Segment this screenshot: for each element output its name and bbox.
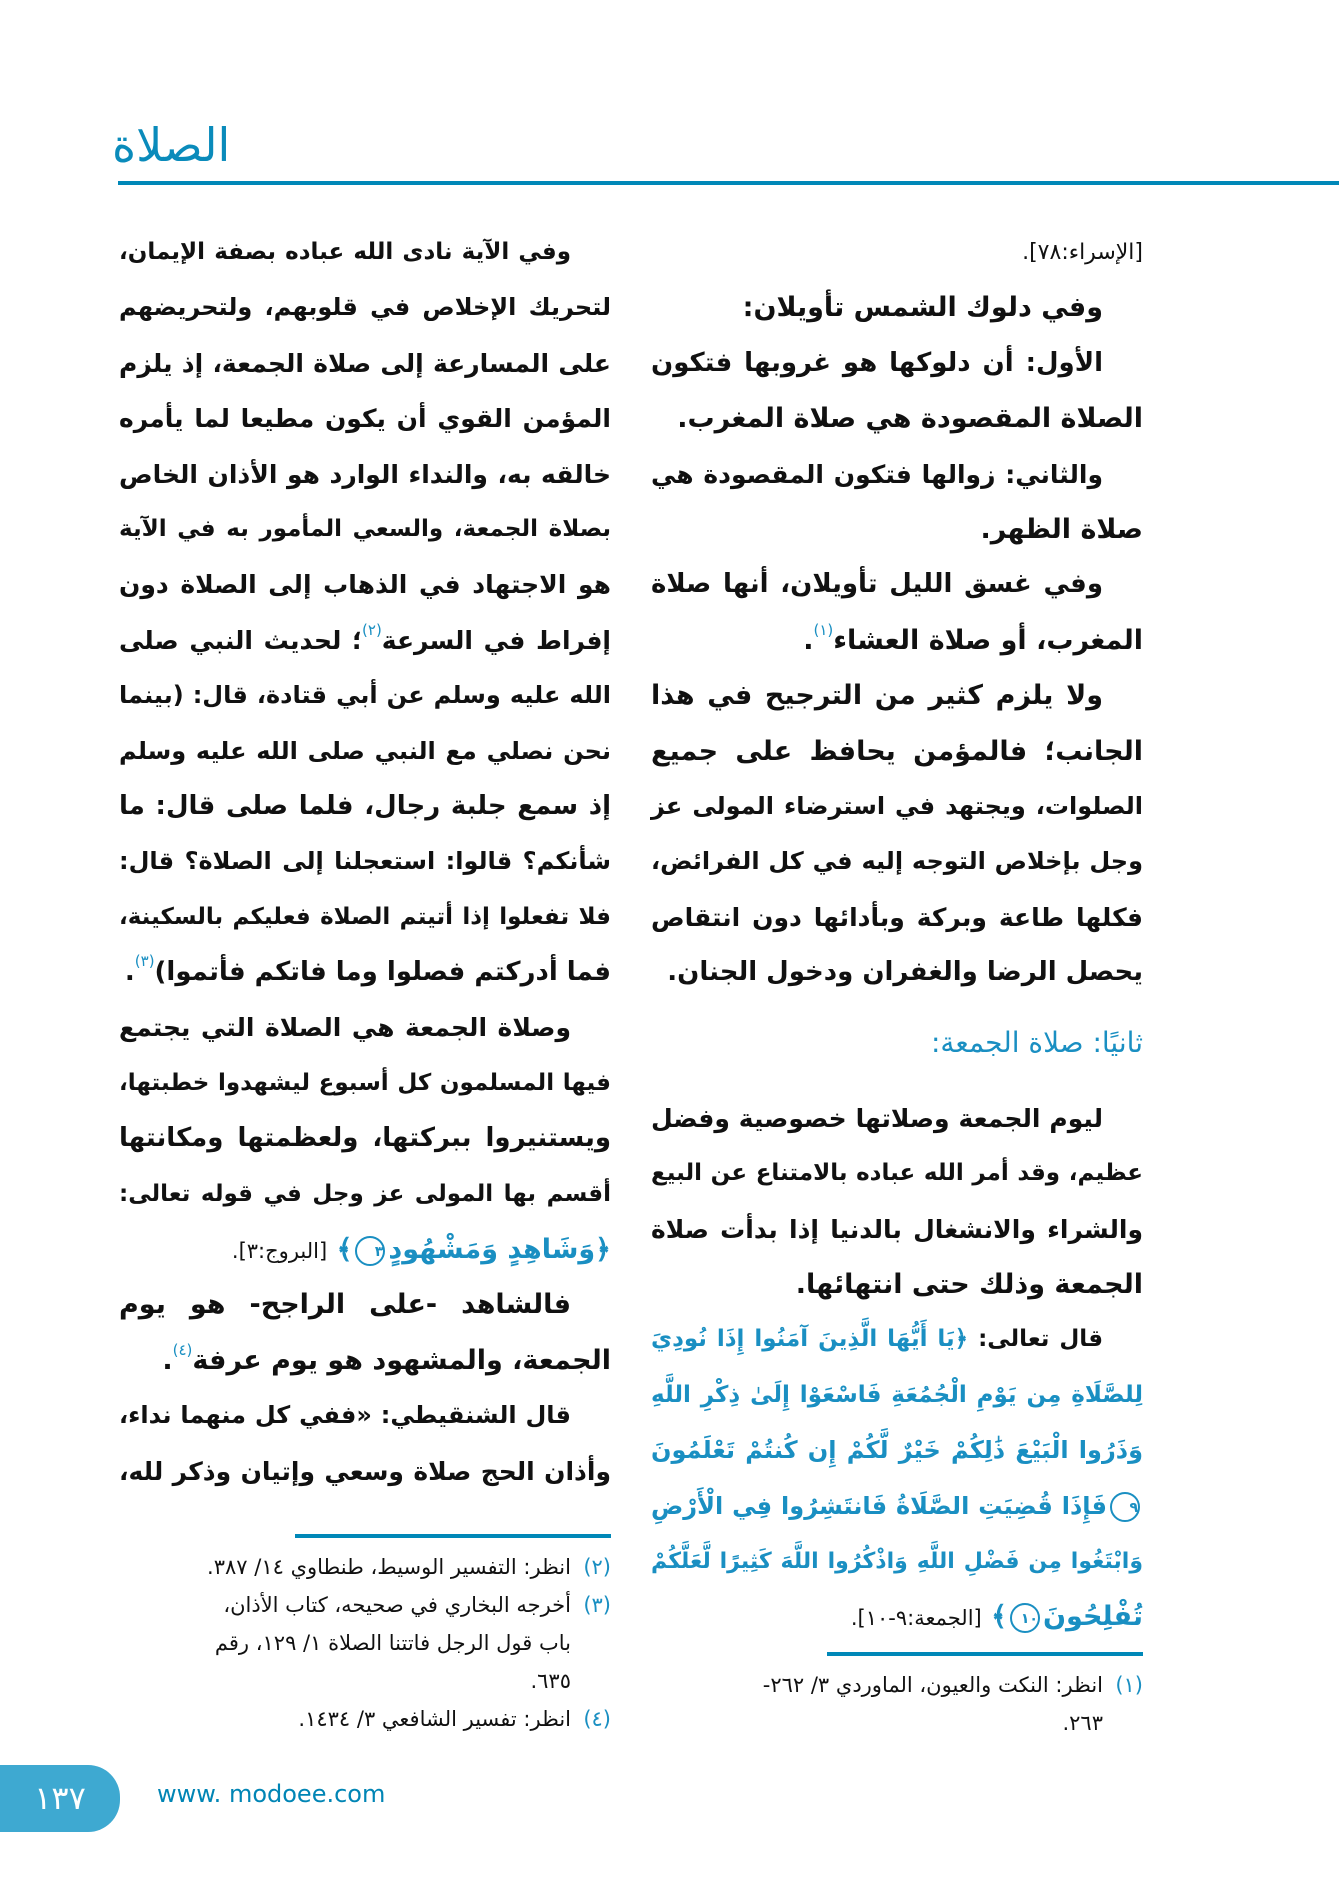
ayah-number-marker: ٣ <box>355 1236 385 1266</box>
footnote-text: باب قول الرجل فاتتنا الصلاة ١/ ١٢٩، رقم <box>214 1631 571 1655</box>
text-line <box>651 447 1143 502</box>
text-line <box>651 391 1143 446</box>
text-span: وفي غسق الليل تأويلان، أنها صلاة <box>651 569 1103 600</box>
footnote-text: ٦٣٥. <box>530 1669 571 1693</box>
text-span: لتحريك الإخلاص في قلوبهم، ولتحريضهم <box>119 293 611 322</box>
quran-text: ﴾ <box>327 1234 353 1266</box>
text-line <box>119 1277 611 1332</box>
text-line <box>651 1368 1143 1423</box>
text-line <box>119 1000 611 1055</box>
left-column <box>119 225 611 1499</box>
chapter-title: الصلاة <box>112 118 231 172</box>
text-line <box>651 1202 1143 1257</box>
footnote-text: انظر: النكت والعيون، الماوردي ٣/ ٢٦٢- <box>762 1673 1103 1697</box>
text-span: [الإسراء:٧٨]. <box>1022 240 1143 265</box>
text-span: هو الاجتهاد في الذهاب إلى الصلاة دون <box>119 570 611 600</box>
text-span: ولا يلزم كثير من الترجيح في هذا <box>651 680 1103 712</box>
ayah-number-marker: ١٠ <box>1010 1603 1040 1633</box>
text-line <box>119 1388 611 1443</box>
text-span: صلاة الظهر. <box>980 513 1143 545</box>
footnote-line <box>651 1704 1143 1742</box>
text-span: الصلوات، ويجتهد في استرضاء المولى عز <box>651 791 1143 820</box>
text-line <box>119 391 611 446</box>
quran-text: وَابْتَغُوا مِن فَضْلِ اللَّهِ وَاذْكُرُوا اللَّهَ كَثِيرًا لَّعَلَّكُمْ <box>651 1548 1143 1574</box>
text-line <box>651 1479 1143 1534</box>
text-span: فالشاهد -على الراجح- هو يوم <box>119 1289 571 1321</box>
text-span: قال تعالى: <box>968 1326 1104 1353</box>
text-span: بصلاة الجمعة، والسعي المأمور به في الآية <box>119 515 611 542</box>
page-number: ١٣٧ <box>0 1765 120 1832</box>
text-span: شأنكم؟ قالوا: استعجلنا إلى الصلاة؟ قال: <box>119 847 611 876</box>
text-span: المؤمن القوي أن يكون مطيعا لما يأمره <box>119 404 611 434</box>
footnote-text: انظر: تفسير الشافعي ٣/ ١٤٣٤. <box>298 1707 571 1731</box>
text-span: فكلها طاعة وبركة وبأدائها دون انتقاص <box>651 902 1143 932</box>
text-span: فلا تفعلوا إذا أتيتم الصلاة فعليكم بالسكينة، <box>119 903 611 930</box>
text-line <box>119 779 611 834</box>
text-line <box>119 945 611 1000</box>
text-line <box>651 834 1143 889</box>
footnote-text: أخرجه البخاري في صحيحه، كتاب الأذان، <box>223 1593 571 1617</box>
text-line <box>651 779 1143 834</box>
footnote-number: (٤) <box>583 1707 611 1731</box>
ayah-number-marker: ٩ <box>1110 1492 1140 1522</box>
text-span: . <box>803 624 814 656</box>
text-line <box>651 502 1143 557</box>
text-line <box>119 1056 611 1111</box>
right-body-2 <box>651 1091 1143 1645</box>
text-line <box>651 557 1143 612</box>
text-line <box>119 1111 611 1166</box>
footnote-separator-left <box>295 1534 611 1538</box>
text-line <box>119 668 611 723</box>
footnote-number: (٢) <box>583 1555 611 1579</box>
text-line <box>651 1146 1143 1201</box>
text-line <box>119 557 611 612</box>
quran-text: وَذَرُوا الْبَيْعَ ذَٰلِكُمْ خَيْرٌ لَّكُمْ إِن كُنتُمْ تَعْلَمُونَ <box>651 1436 1143 1465</box>
footnote-text: انظر: التفسير الوسيط، طنطاوي ١٤/ ٣٨٧. <box>207 1555 571 1579</box>
quran-text: فَإِذَا قُضِيَتِ الصَّلَاةُ فَانتَشِرُوا فِي الْأَرْضِ <box>651 1491 1107 1520</box>
text-span: أقسم بها المولى عز وجل في قوله تعالى: <box>119 1180 611 1207</box>
text-line <box>651 225 1143 280</box>
text-line <box>119 1444 611 1499</box>
text-span: وصلاة الجمعة هي الصلاة التي يجتمع <box>119 1013 571 1043</box>
text-span: وأذان الحج صلاة وسعي وإتيان وذكر لله، <box>119 1456 611 1486</box>
text-line <box>651 890 1143 945</box>
text-line <box>119 447 611 502</box>
left-body <box>119 225 611 1499</box>
text-span: ويستنيروا ببركتها، ولعظمتها ومكانتها <box>119 1123 611 1154</box>
footnote-line <box>119 1624 611 1662</box>
text-line <box>119 280 611 335</box>
text-span: الجمعة وذلك حتى انتهائها. <box>795 1269 1143 1301</box>
footnote-line <box>651 1666 1143 1704</box>
text-line <box>651 1312 1143 1367</box>
text-line <box>119 225 611 280</box>
text-span: والشراء والانشغال بالدنيا إذا بدأت صلاة <box>651 1214 1143 1244</box>
text-span: . <box>124 957 135 988</box>
right-column <box>651 225 1143 1645</box>
text-line <box>651 724 1143 779</box>
text-line <box>119 1333 611 1388</box>
footnote-ref[interactable]: (٤) <box>172 1340 193 1359</box>
text-span: . <box>162 1344 173 1376</box>
text-span: قال الشنقيطي: «ففي كل منهما نداء، <box>119 1401 571 1430</box>
footnote-line <box>119 1662 611 1700</box>
footnotes-left <box>119 1548 611 1738</box>
text-span: يحصل الرضا والغفران ودخول الجنان. <box>667 957 1143 988</box>
text-line <box>119 890 611 945</box>
text-span: الجانب؛ فالمؤمن يحافظ على جميع <box>651 735 1143 767</box>
text-line <box>651 280 1143 335</box>
text-line <box>651 1257 1143 1312</box>
footnote-ref[interactable]: (١) <box>813 620 834 639</box>
text-line <box>119 1167 611 1222</box>
verse-reference: [البروج:٣]. <box>231 1239 328 1264</box>
text-span: عظيم، وقد أمر الله عباده بالامتناع عن البيع <box>651 1160 1143 1187</box>
text-span: على المسارعة إلى صلاة الجمعة، إذ يلزم <box>119 348 611 378</box>
text-line <box>119 834 611 889</box>
footnote-text: ٢٦٣. <box>1062 1711 1103 1735</box>
text-line <box>119 724 611 779</box>
text-span: نحن نصلي مع النبي صلى الله عليه وسلم <box>119 736 611 765</box>
quran-text: ﴾ <box>981 1601 1007 1633</box>
quran-text: تُفْلِحُونَ <box>1042 1601 1143 1633</box>
text-span: الله عليه وسلم عن أبي قتادة، قال: (بينما <box>119 681 611 710</box>
text-span: إذ سمع جلبة رجال، فلما صلى قال: ما <box>119 790 611 821</box>
header-rule <box>118 181 1339 185</box>
text-span: المغرب، أو صلاة العشاء <box>833 624 1143 656</box>
footnotes-right <box>651 1666 1143 1742</box>
footnote-ref[interactable]: (٣) <box>134 952 155 971</box>
footnote-ref[interactable]: (٢) <box>362 620 382 639</box>
text-line <box>651 1423 1143 1478</box>
text-span: فيها المسلمون كل أسبوع ليشهدوا خطبتها، <box>119 1069 611 1096</box>
text-span: والثاني: زوالها فتكون المقصودة هي <box>651 459 1103 489</box>
text-span: وفي دلوك الشمس تأويلان: <box>742 292 1103 324</box>
verse-reference: [الجمعة:٩-١٠]. <box>850 1606 982 1631</box>
footnote-line <box>119 1586 611 1624</box>
quran-text: ﴿وَشَاهِدٍ وَمَشْهُودٍ <box>388 1234 611 1266</box>
text-span: خالقه به، والنداء الوارد هو الأذان الخاص <box>119 459 611 489</box>
text-span: ليوم الجمعة وصلاتها خصوصية وفضل <box>651 1103 1103 1133</box>
section-heading: ثانيًا: صلاة الجمعة: <box>930 1026 1143 1060</box>
text-span: الجمعة، والمشهود هو يوم عرفة <box>192 1344 611 1376</box>
text-span: ؛ لحديث النبي صلى <box>119 625 363 655</box>
footnote-number: (٣) <box>583 1593 611 1617</box>
text-line <box>651 1091 1143 1146</box>
text-line <box>651 668 1143 723</box>
text-span: فما أدركتم فصلوا وما فاتكم فأتموا) <box>154 957 611 988</box>
footnote-line <box>119 1548 611 1586</box>
website-url[interactable]: www. modoee.com <box>157 1780 386 1808</box>
text-line <box>119 502 611 557</box>
text-span: وجل بإخلاص التوجه إليه في كل الفرائض، <box>651 847 1143 876</box>
quran-text: ﴿يَا أَيُّهَا الَّذِينَ آمَنُوا إِذَا نُودِيَ <box>651 1326 969 1353</box>
footnote-number: (١) <box>1115 1673 1143 1697</box>
text-line <box>651 336 1143 391</box>
footnote-line <box>119 1700 611 1738</box>
footnote-separator-right <box>827 1652 1143 1656</box>
text-span: الأول: أن دلوكها هو غروبها فتكون <box>651 347 1103 378</box>
text-line <box>119 613 611 668</box>
text-span: وفي الآية نادى الله عباده بصفة الإيمان، <box>119 239 571 265</box>
right-body <box>651 225 1143 1000</box>
text-span: الصلاة المقصودة هي صلاة المغرب. <box>677 403 1143 435</box>
text-line <box>119 336 611 391</box>
text-line <box>119 1222 611 1277</box>
text-line <box>651 945 1143 1000</box>
text-span: إفراط في السرعة <box>381 625 612 655</box>
text-line <box>651 1589 1143 1644</box>
quran-text: لِلصَّلَاةِ مِن يَوْمِ الْجُمُعَةِ فَاسْعَوْا إِلَىٰ ذِكْرِ اللَّهِ <box>651 1381 1143 1408</box>
text-line <box>651 1534 1143 1589</box>
text-line <box>651 613 1143 668</box>
